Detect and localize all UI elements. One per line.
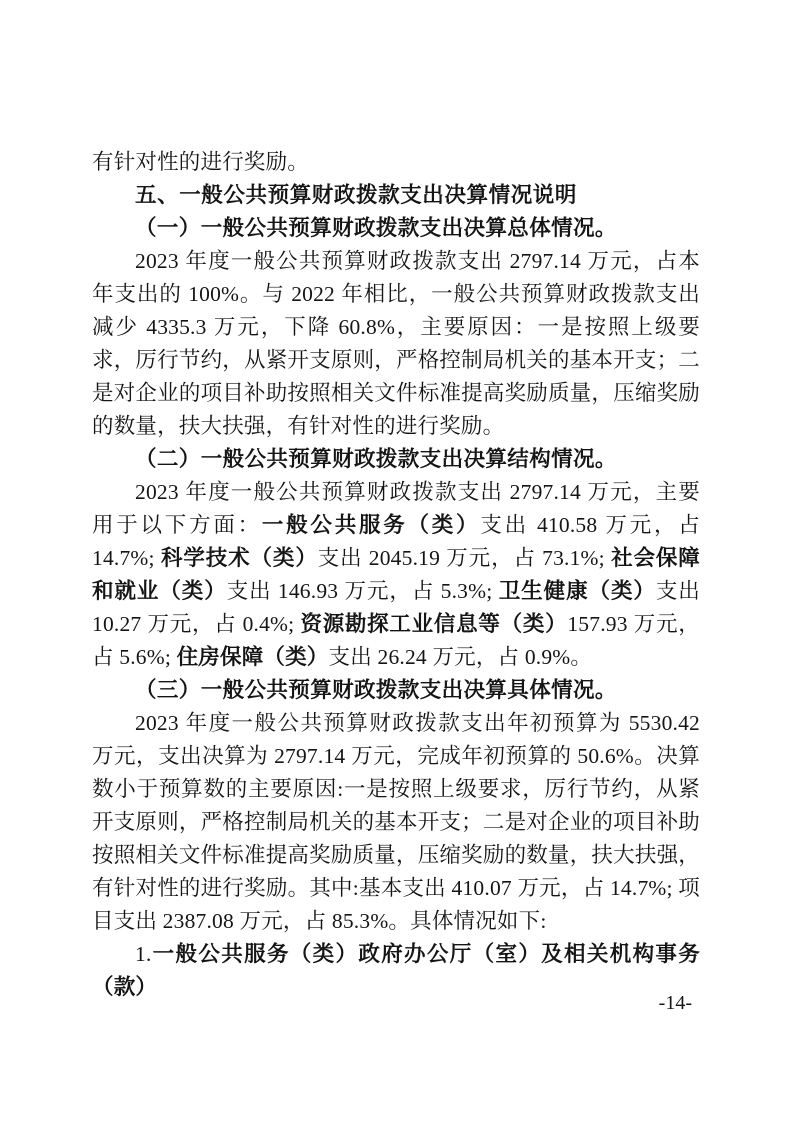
subsection-heading-3 <box>92 674 700 707</box>
text-run: 157.93 万元，占 5.6%; <box>92 612 700 669</box>
subsection-heading-2 <box>92 443 700 476</box>
text-run: 有针对性的进行奖励。 <box>92 150 310 174</box>
document-body <box>92 146 700 1004</box>
bold-text-run: 一般公共服务（类）政府办公厅（室）及相关机构事务（款） <box>92 942 700 999</box>
bold-text-run: （一）一般公共预算财政拨款支出决算总体情况。 <box>135 216 617 240</box>
text-run: 1. <box>135 942 152 966</box>
bold-text-run: 一般公共服务（类） <box>261 513 481 537</box>
bold-text-run: 资源勘探工业信息等（类） <box>300 612 568 636</box>
bold-text-run: 卫生健康（类） <box>498 579 656 603</box>
text-run: 2023 年度一般公共预算财政拨款支出 2797.14 万元，占本年支出的 100%。与 2022 年相比，一般公共预算财政拨款支出减少 4335.3 万元，下降 60.8%，主要原因：一是按照上级要求，厉行节约，从紧开支原则，严格控制局机关的基本开支；二是对企业的项目补助按照相关文件标准提高奖励质量，压缩奖励的数量，扶大扶强，有针对性的进行奖励。 <box>92 249 700 438</box>
text-run: 支出 10.27 万元，占 0.4%; <box>92 579 701 636</box>
bold-text-run: 五、一般公共预算财政拨款支出决算情况说明 <box>135 183 578 207</box>
text-run: 支出 146.93 万元，占 5.3%; <box>226 579 499 603</box>
para-continuation <box>92 146 700 179</box>
text-run: 2023 年度一般公共预算财政拨款支出年初预算为 5530.42 万元，支出决算为 2797.14 万元，完成年初预算的 50.6%。决算数小于预算数的主要原因:一是按照上级要求，厉行节约，从紧开支原则，严格控制局机关的基本开支；二是对企业的项目补助按照相关文件标准提高奖励质量，压缩奖励的数量，扶大扶强，有针对性的进行奖励。其中:基本支出 410.07 万元，占 14.7%; 项目支出 2387.08 万元，占 85.3%。具体情况如下: <box>92 711 700 933</box>
item-heading-1 <box>92 938 700 1004</box>
text-run: 支出 2045.19 万元，占 73.1%; <box>317 546 612 570</box>
bold-text-run: 科学技术（类） <box>160 546 318 570</box>
para-specific-situation <box>92 707 700 938</box>
bold-text-run: （三）一般公共预算财政拨款支出决算具体情况。 <box>135 678 617 702</box>
page-number: -14- <box>658 992 692 1014</box>
subsection-heading-1 <box>92 212 700 245</box>
para-overall-situation <box>92 245 700 443</box>
bold-text-run: 住房保障（类） <box>176 645 329 669</box>
para-structure-situation <box>92 476 700 674</box>
text-run: 2023 年度一般公共预算财政拨款支出 2797.14 万元，主要用于以下方面： <box>92 480 700 537</box>
bold-text-run: 社会保障和就业（类） <box>92 546 700 603</box>
text-run: 支出 410.58 万元，占 14.7%; <box>92 513 700 570</box>
bold-text-run: （二）一般公共预算财政拨款支出决算结构情况。 <box>135 447 617 471</box>
text-run: 支出 26.24 万元，占 0.9%。 <box>328 645 593 669</box>
section-heading-5 <box>92 179 700 212</box>
